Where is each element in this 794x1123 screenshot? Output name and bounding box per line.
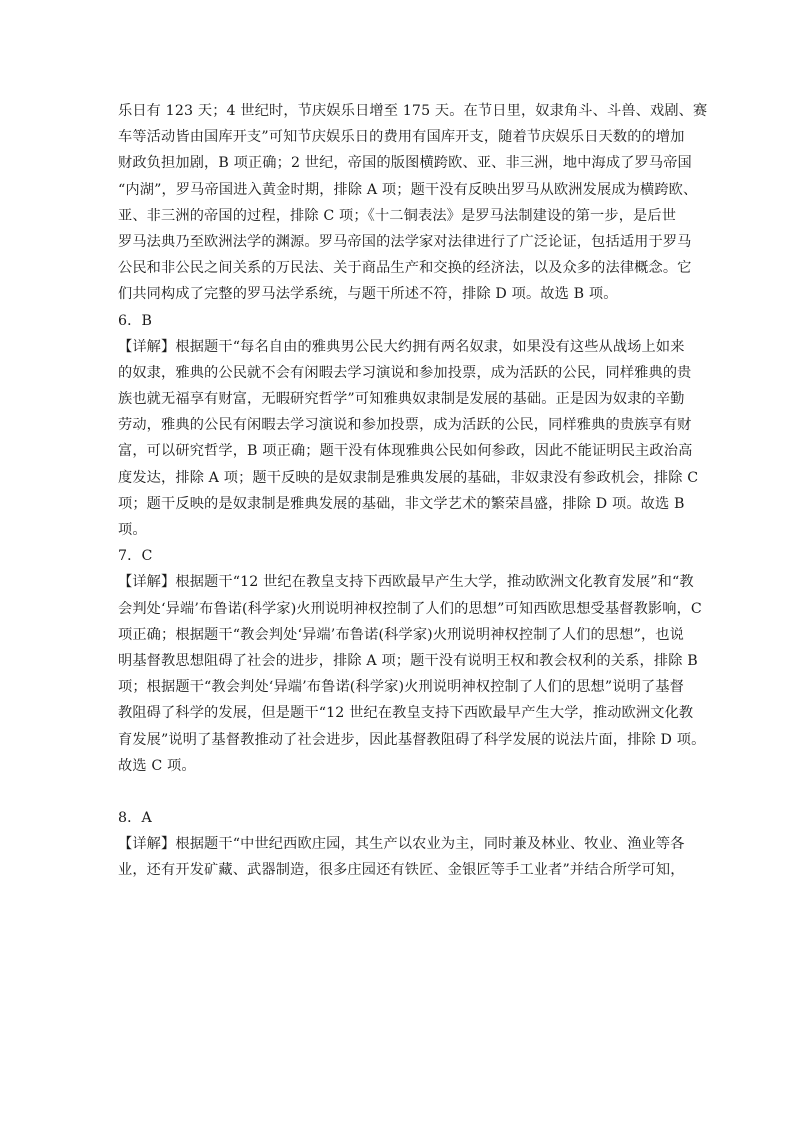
text-line: 项；根据题干“教会判处‘异端’布鲁诺(科学家)火刑说明神权控制了人们的思想”说明了基督 <box>118 679 684 696</box>
text-line: 项；题干反映的是奴隶制是雅典发展的基础，非文学艺术的繁荣昌盛，排除 D 项。故选 B <box>118 495 685 512</box>
text-line: 亚、非三洲的帝国的过程，排除 C 项；《十二铜表法》是罗马法制建设的第一步，是后世 <box>118 207 677 224</box>
text-line: 们共同构成了完整的罗马法学系统，与题干所述不符，排除 D 项。故选 B 项。 <box>118 286 618 303</box>
text-line: 罗马法典乃至欧洲法学的渊源。罗马帝国的法学家对法律进行了广泛论证，包括适用于罗马 <box>118 233 692 250</box>
text-line: 育发展”说明了基督教推动了社会进步，因此基督教阻碍了科学发展的说法片面，排除 D 项。 <box>118 731 706 748</box>
answer-heading: 6．B <box>118 312 153 329</box>
text-line: 项正确；根据题干“教会判处‘异端’布鲁诺(科学家)火刑说明神权控制了人们的思想”，也说 <box>118 626 684 643</box>
text-line: 【详解】根据题干“12 世纪在教皇支持下西欧最早产生大学，推动欧洲文化教育发展”和“教 <box>118 574 694 591</box>
text-line: 项。 <box>118 522 147 538</box>
text-line: 财政负担加剧，B 项正确；2 世纪，帝国的版图横跨欧、亚、非三洲，地中海成了罗马帝国 <box>118 155 692 172</box>
text-line: “内湖”，罗马帝国进入黄金时期，排除 A 项；题干没有反映出罗马从欧洲发展成为横跨欧、 <box>118 181 698 198</box>
blank-line <box>118 779 690 805</box>
text-line: 业，还有开发矿藏、武器制造，很多庄园还有铁匠、金银匠等手工业者”并结合所学可知， <box>118 862 685 879</box>
text-line: 族也就无福享有财富，无暇研究哲学”可知雅典奴隶制是发展的基础。正是因为奴隶的辛勤 <box>118 391 685 408</box>
text-line: 【详解】根据题干“每名自由的雅典男公民大约拥有两名奴隶，如果没有这些从战场上如来 <box>118 338 685 355</box>
text-line: 公民和非公民之间关系的万民法、关于商品生产和交换的经济法，以及众多的法律概念。它 <box>118 260 692 277</box>
text-line: 【详解】根据题干“中世纪西欧庄园，其生产以农业为主，同时兼及林业、牧业、渔业等各 <box>118 836 685 853</box>
text-line: 劳动，雅典的公民有闲暇去学习演说和参加投票，成为活跃的公民，同样雅典的贵族享有财 <box>118 417 692 434</box>
text-line: 会判处‘异端’布鲁诺(科学家)火刑说明神权控制了人们的思想”可知西欧思想受基督教影响，C <box>118 600 702 617</box>
text-line: 故选 C 项。 <box>118 757 196 774</box>
text-line: 车等活动皆由国库开支”可知节庆娱乐日的费用有国库开支，随着节庆娱乐日天数的的增加 <box>118 129 685 146</box>
text-line: 明基督教思想阻碍了社会的进步，排除 A 项；题干没有说明王权和教会权利的关系，排除 B <box>118 652 698 669</box>
text-line: 富，可以研究哲学，B 项正确；题干没有体现雅典公民如何参政，因此不能证明民主政治高 <box>118 443 693 460</box>
answer-heading: 7．C <box>118 548 153 565</box>
document-page <box>118 98 708 884</box>
answer-heading: 8．A <box>118 810 152 827</box>
text-line: 的奴隶，雅典的公民就不会有闲暇去学习演说和参加投票，成为活跃的公民，同样雅典的贵 <box>118 364 692 381</box>
text-line: 教阻碍了科学的发展，但是题干“12 世纪在教皇支持下西欧最早产生大学，推动欧洲文化教 <box>118 705 694 722</box>
text-line: 度发达，排除 A 项；题干反映的是奴隶制是雅典发展的基础，非奴隶没有参政机会，排除 C <box>118 469 699 486</box>
text-line: 乐日有 123 天；4 世纪时，节庆娱乐日增至 175 天。在节日里，奴隶角斗、斗兽、戏剧、赛 <box>118 103 708 119</box>
